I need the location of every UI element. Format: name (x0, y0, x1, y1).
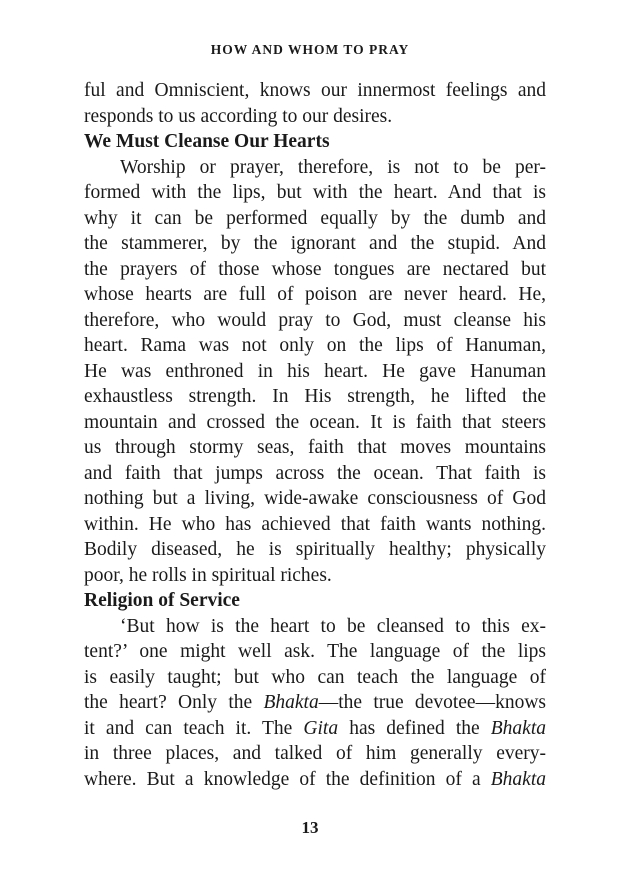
running-head: HOW AND WHOM TO PRAY (210, 42, 410, 57)
text-run: it and can teach it. The (84, 717, 304, 739)
text-line: responds to us according to our desires. (84, 105, 393, 127)
paragraph (84, 614, 546, 793)
text-line: exhaustless strength. In His strength, he lifted the (84, 386, 546, 407)
italic-term: Bhakta (490, 717, 546, 739)
italic-term: Bhakta (490, 768, 546, 790)
text-line: and faith that jumps across the ocean. That faith is (84, 462, 546, 484)
text-line: formed with the lips, but with the heart. And that is (84, 182, 546, 203)
italic-term: Bhakta (263, 692, 319, 713)
section-heading: Religion of Service (84, 590, 240, 611)
text-line: Worship or prayer, therefore, is not to be per- (120, 156, 546, 178)
text-line: ‘But how is the heart to be cleansed to this ex- (120, 615, 546, 637)
paragraph-continuation (84, 78, 546, 129)
text-line: poor, he rolls in spiritual riches. (84, 564, 332, 586)
text-line: the stammerer, by the ignorant and the stupid. And (84, 233, 546, 254)
text-line: ful and Omniscient, knows our innermost feelings and (84, 80, 546, 101)
text-line: in three places, and talked of him generally every- (84, 743, 546, 764)
text-run: —the true devotee—knows (318, 692, 546, 713)
text-line: heart. Rama was not only on the lips of Hanuman, (84, 335, 546, 356)
text-line: us through stormy seas, faith that moves mountains (84, 437, 546, 458)
text-line: tent?’ one might well ask. The language of the lips (84, 641, 546, 662)
text-line (84, 690, 546, 716)
text-line: why it can be performed equally by the dumb and (84, 207, 546, 229)
text-run: where. But a knowledge of the definition of a (84, 768, 491, 790)
text-line: mountain and crossed the ocean. It is faith that steers (84, 411, 546, 433)
paragraph (84, 155, 546, 589)
text-line: He was enthroned in his heart. He gave Hanuman (84, 360, 546, 382)
text-run: the heart? Only the (84, 692, 264, 713)
text-line (84, 767, 546, 793)
italic-term: Gita (303, 717, 339, 739)
text-line: is easily taught; but who can teach the language of (84, 666, 546, 688)
text-line: therefore, who would pray to God, must cleanse his (84, 309, 546, 331)
text-line: Bodily diseased, he is spiritually healthy; physically (84, 539, 546, 560)
text-run: has defined the (338, 717, 491, 739)
text-line: within. He who has achieved that faith wants nothing. (84, 513, 546, 535)
text-line: whose hearts are full of poison are never heard. He, (84, 284, 546, 305)
page-number: 13 (301, 818, 319, 837)
body-text (84, 78, 546, 792)
text-line (84, 716, 546, 742)
text-line: nothing but a living, wide-awake consciousness of God (84, 488, 546, 509)
section-heading: We Must Cleanse Our Hearts (84, 131, 330, 152)
text-line: the prayers of those whose tongues are nectared but (84, 258, 546, 280)
